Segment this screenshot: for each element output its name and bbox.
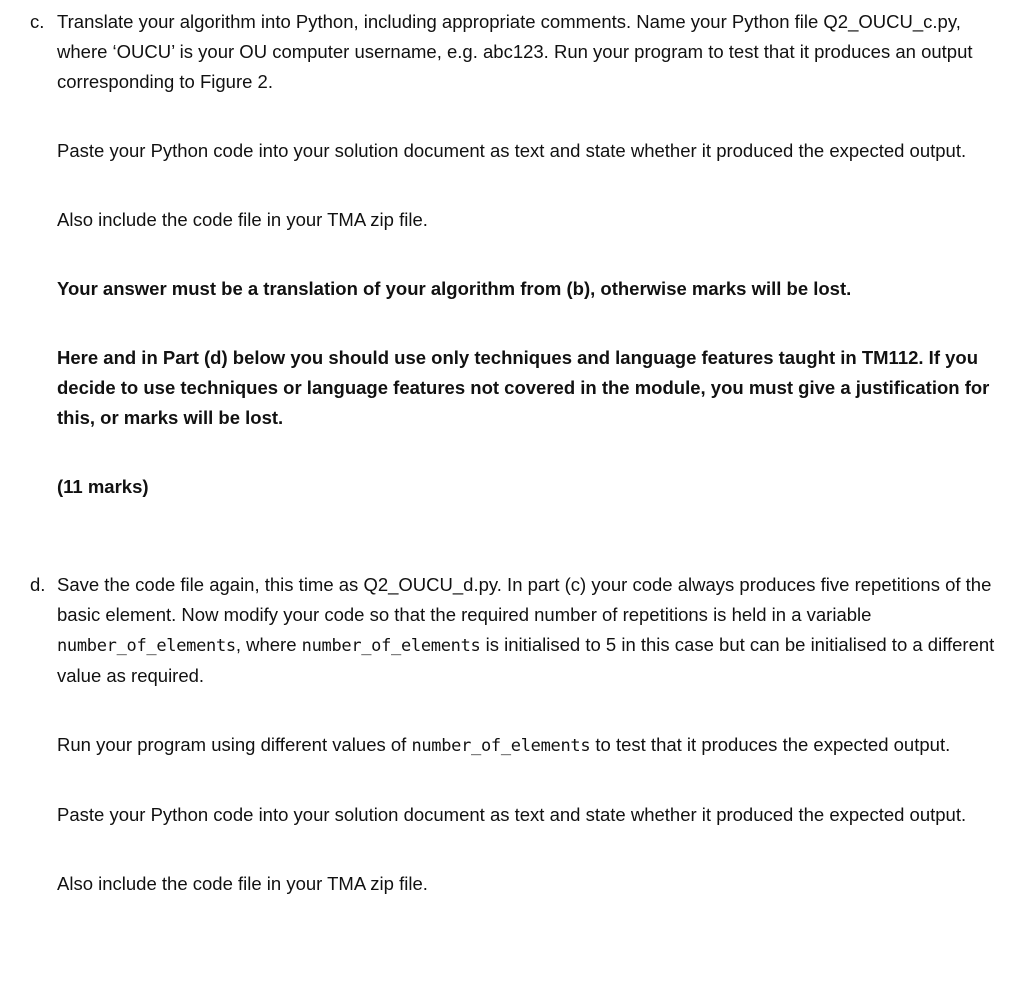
list-marker-d: d. <box>30 574 46 595</box>
part-d-text: Save the code file again, this time as Q2_OUCU_d.py. In part (c) your code always produces five repetitions of the basic element. Now modify your code so that the required number of repetitions is held in a variable <box>57 574 992 625</box>
part-d-text: Run your program using different values of <box>57 734 412 755</box>
part-c-techniques-warning: Here and in Part (d) below you should use only techniques and language features taught in TM112. If you decide to use techniques or language features not covered in the module, you must give a justification for this, or marks will be lost. <box>57 347 990 428</box>
part-c-instructions: Translate your algorithm into Python, including appropriate comments. Name your Python file Q2_OUCU_c.py, where ‘OUCU’ is your OU computer username, e.g. abc123. Run your program to test that it produces an output corresponding to Figure 2. <box>57 11 973 92</box>
part-c-translation-warning: Your answer must be a translation of your algorithm from (b), otherwise marks will be lost. <box>57 278 852 299</box>
list-marker-c: c. <box>30 11 45 32</box>
part-d-paste-instruction: Paste your Python code into your solution document as text and state whether it produced the expected output. <box>57 804 967 825</box>
part-d-text: is initialised to 5 in this case but can be initialised to a different value as required. <box>57 634 995 686</box>
code-variable-name: number_of_elements <box>411 736 591 756</box>
part-d-run-instruction <box>57 730 1010 761</box>
part-d-text: , where <box>235 634 302 655</box>
part-c-zip-instruction: Also include the code file in your TMA zip file. <box>57 209 428 230</box>
part-d-zip-instruction: Also include the code file in your TMA zip file. <box>57 873 428 894</box>
code-variable-name: number_of_elements <box>57 636 236 656</box>
part-c-paste-instruction: Paste your Python code into your solution document as text and state whether it produced the expected output. <box>57 140 967 161</box>
part-d-instructions <box>57 570 1010 691</box>
part-d-text: to test that it produces the expected output. <box>590 734 951 755</box>
question-part-d <box>30 570 1010 899</box>
code-variable-name: number_of_elements <box>301 636 481 656</box>
part-c-marks: (11 marks) <box>57 476 149 497</box>
question-part-c <box>30 7 1010 502</box>
